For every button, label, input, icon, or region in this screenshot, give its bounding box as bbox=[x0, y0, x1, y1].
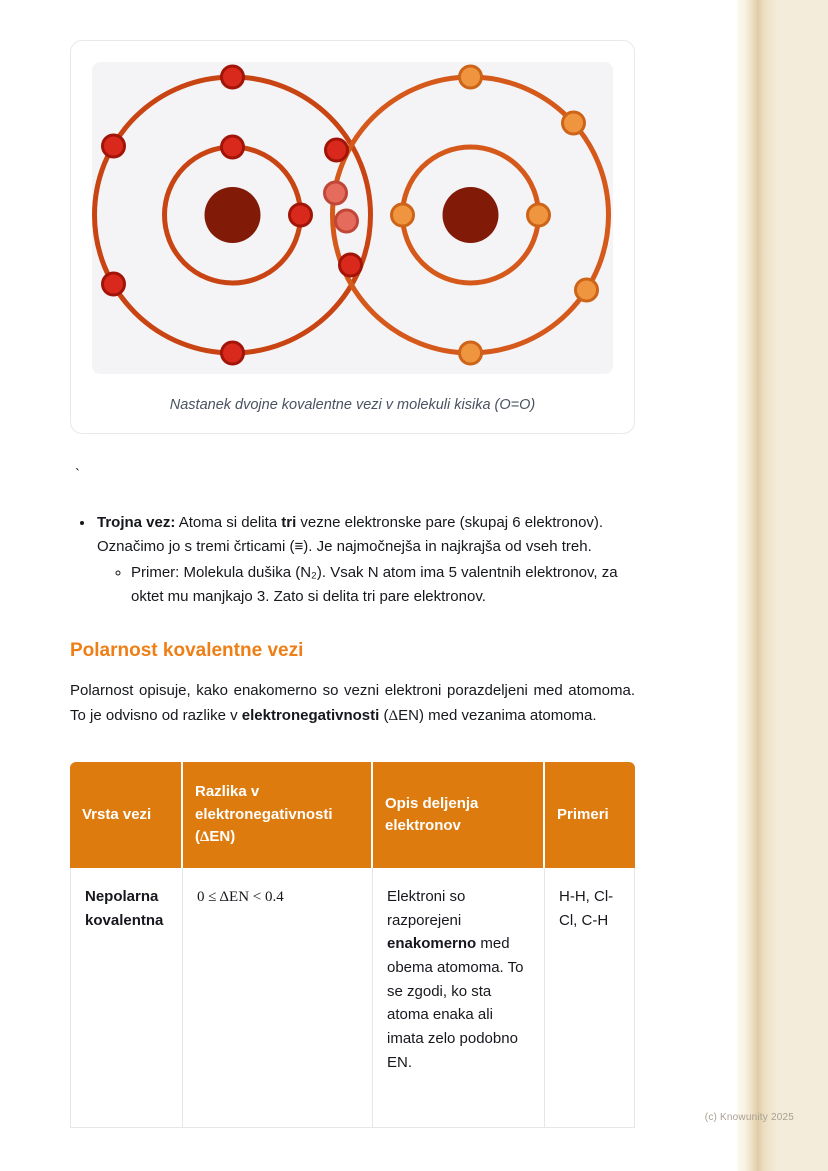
content-column bbox=[70, 0, 635, 1128]
polarity-table bbox=[70, 762, 635, 1128]
cell-opis-deljenja: Elektroni so razporejeni enakomerno med obema atomoma. To se zgodi, ko sta atoma enaka ali imata zelo podobno EN. bbox=[373, 868, 545, 1128]
sub-list bbox=[97, 561, 635, 609]
header-razlika-en: Razlika v elektronegativnosti (ΔEN) bbox=[183, 762, 373, 868]
list-item-example bbox=[131, 561, 635, 609]
table-header-row bbox=[70, 762, 635, 868]
polarity-paragraph: Polarnost opisuje, kako enakomerno so vezni elektroni porazdeljeni med atomoma. To je odvisno od razlike v elektronegativnosti (ΔEN) med vezanima atomoma. bbox=[70, 681, 635, 724]
watermark: (c) Knowunity 2025 bbox=[704, 1112, 794, 1123]
section-heading: Polarnost kovalentne vezi bbox=[70, 640, 304, 661]
stray-backtick: ` bbox=[75, 466, 80, 483]
header-primeri: Primeri bbox=[545, 762, 635, 868]
figure-caption: Nastanek dvojne kovalentne vezi v molekuli kisika (O=O) bbox=[169, 397, 536, 413]
cell-primeri: H-H, Cl-Cl, C-H bbox=[545, 868, 635, 1128]
bullet-list bbox=[70, 511, 635, 609]
table-row-nepolarna bbox=[70, 868, 635, 1128]
figure-card bbox=[70, 40, 635, 434]
list-item-text: Primer: Molekula dušika (N₂). Vsak N atom ima 5 valentnih elektronov, za oktet mu manjkajo 3. Zato si delita tri pare elektronov. bbox=[131, 564, 618, 605]
cell-razlika-en: 0 ≤ ΔEN < 0.4 bbox=[183, 868, 373, 1128]
atom-diagram bbox=[92, 62, 613, 374]
cell-vrsta-vezi: Nepolarna kovalentna bbox=[70, 868, 183, 1128]
list-item-triple-bond bbox=[95, 511, 635, 609]
page-edge bbox=[737, 0, 828, 1171]
header-vrsta-vezi: Vrsta vezi bbox=[70, 762, 183, 868]
list-item-text: Trojna vez: Atoma si delita tri vezne elektronske pare (skupaj 6 elektronov). Označimo jo s tremi črticami (≡). Je najmočnejša in najkrajša od vseh treh. bbox=[97, 514, 604, 555]
header-opis-deljenja: Opis deljenja elektronov bbox=[373, 762, 545, 868]
atom-diagram-svg bbox=[92, 62, 613, 374]
